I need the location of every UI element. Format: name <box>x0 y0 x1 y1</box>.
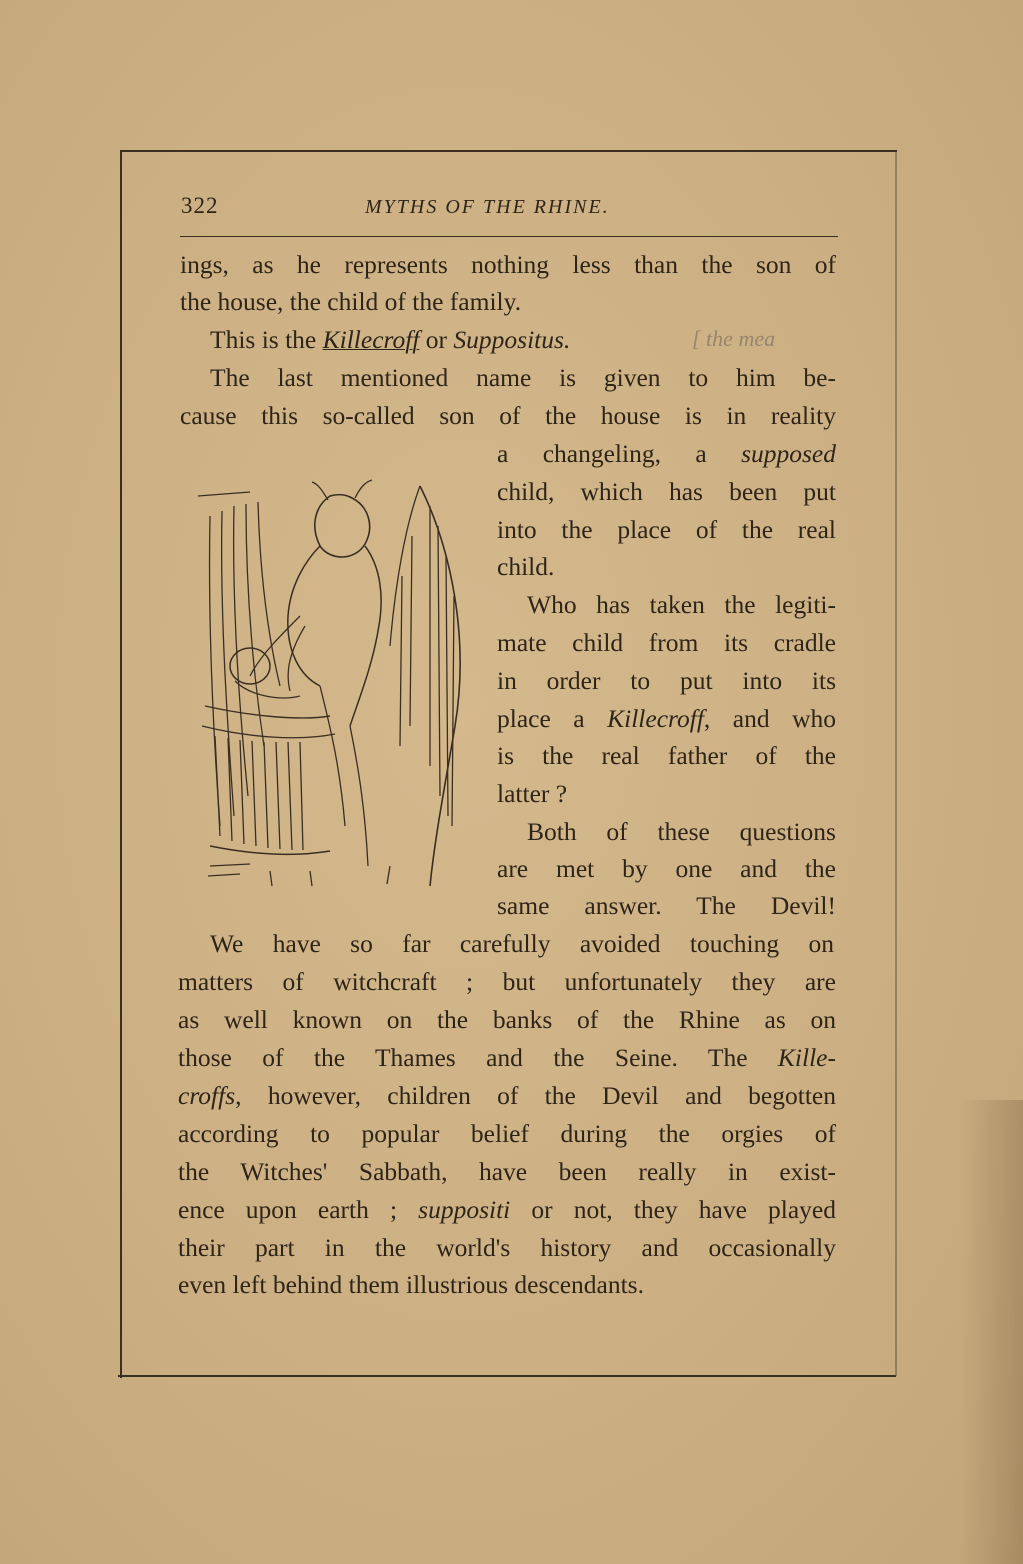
text-line: child. <box>497 552 555 581</box>
text-line: those of the Thames and the Seine. The Kille- <box>178 1043 836 1072</box>
text-line: are met by one and the <box>497 854 836 883</box>
text-line: Who has taken the legiti- <box>527 590 836 619</box>
text-line: ence upon earth ; suppositi or not, they have played <box>178 1195 836 1224</box>
text-line: croffs, however, children of the Devil and begotten <box>178 1081 836 1110</box>
text-line: cause this so-called son of the house is in reality <box>180 401 836 430</box>
text-line: The last mentioned name is given to him be- <box>210 363 836 392</box>
text-line: a changeling, a supposed <box>497 439 836 468</box>
frame-right-rule <box>895 152 897 1376</box>
handwritten-annotation: [ the mea <box>692 326 776 351</box>
text-line: their part in the world's history and occasionally <box>178 1233 836 1262</box>
header-rule <box>180 236 838 237</box>
text-line: This is the Killecroff or Suppositus. <box>210 325 571 354</box>
text-line: the Witches' Sabbath, have been really in exist- <box>178 1157 836 1186</box>
text-line: matters of witchcraft ; but unfortunately they are <box>178 967 836 996</box>
text-line: We have so far carefully avoided touching on <box>210 929 834 958</box>
text-line: even left behind them illustrious descendants. <box>178 1270 644 1299</box>
page-number: 322 <box>181 193 219 218</box>
frame-left-rule <box>120 150 122 1378</box>
text-line: ings, as he represents nothing less than the son of <box>180 250 836 279</box>
text-line: latter ? <box>497 779 568 808</box>
killecroff-term: Killecroff <box>322 325 420 354</box>
text-line: into the place of the real <box>497 515 836 544</box>
text-line: place a Killecroff, and who <box>497 704 837 733</box>
text-line: child, which has been put <box>497 477 836 506</box>
text-line: Both of these questions <box>527 817 836 846</box>
text-line: the house, the child of the family. <box>180 287 522 316</box>
text-line: in order to put into its <box>497 666 836 695</box>
page-edge-shading <box>960 1100 1023 1564</box>
frame-top-rule <box>121 150 897 152</box>
text-line: is the real father of the <box>497 741 836 770</box>
frame-bottom-rule <box>118 1375 896 1377</box>
devil-and-child-illustration <box>190 466 480 896</box>
text-line: mate child from its cradle <box>497 628 836 657</box>
text-line: according to popular belief during the orgies of <box>178 1119 836 1148</box>
running-head: MYTHS OF THE RHINE. <box>365 196 610 218</box>
text-line: as well known on the banks of the Rhine as on <box>178 1005 836 1034</box>
text-line: same answer. The Devil! <box>497 891 836 920</box>
